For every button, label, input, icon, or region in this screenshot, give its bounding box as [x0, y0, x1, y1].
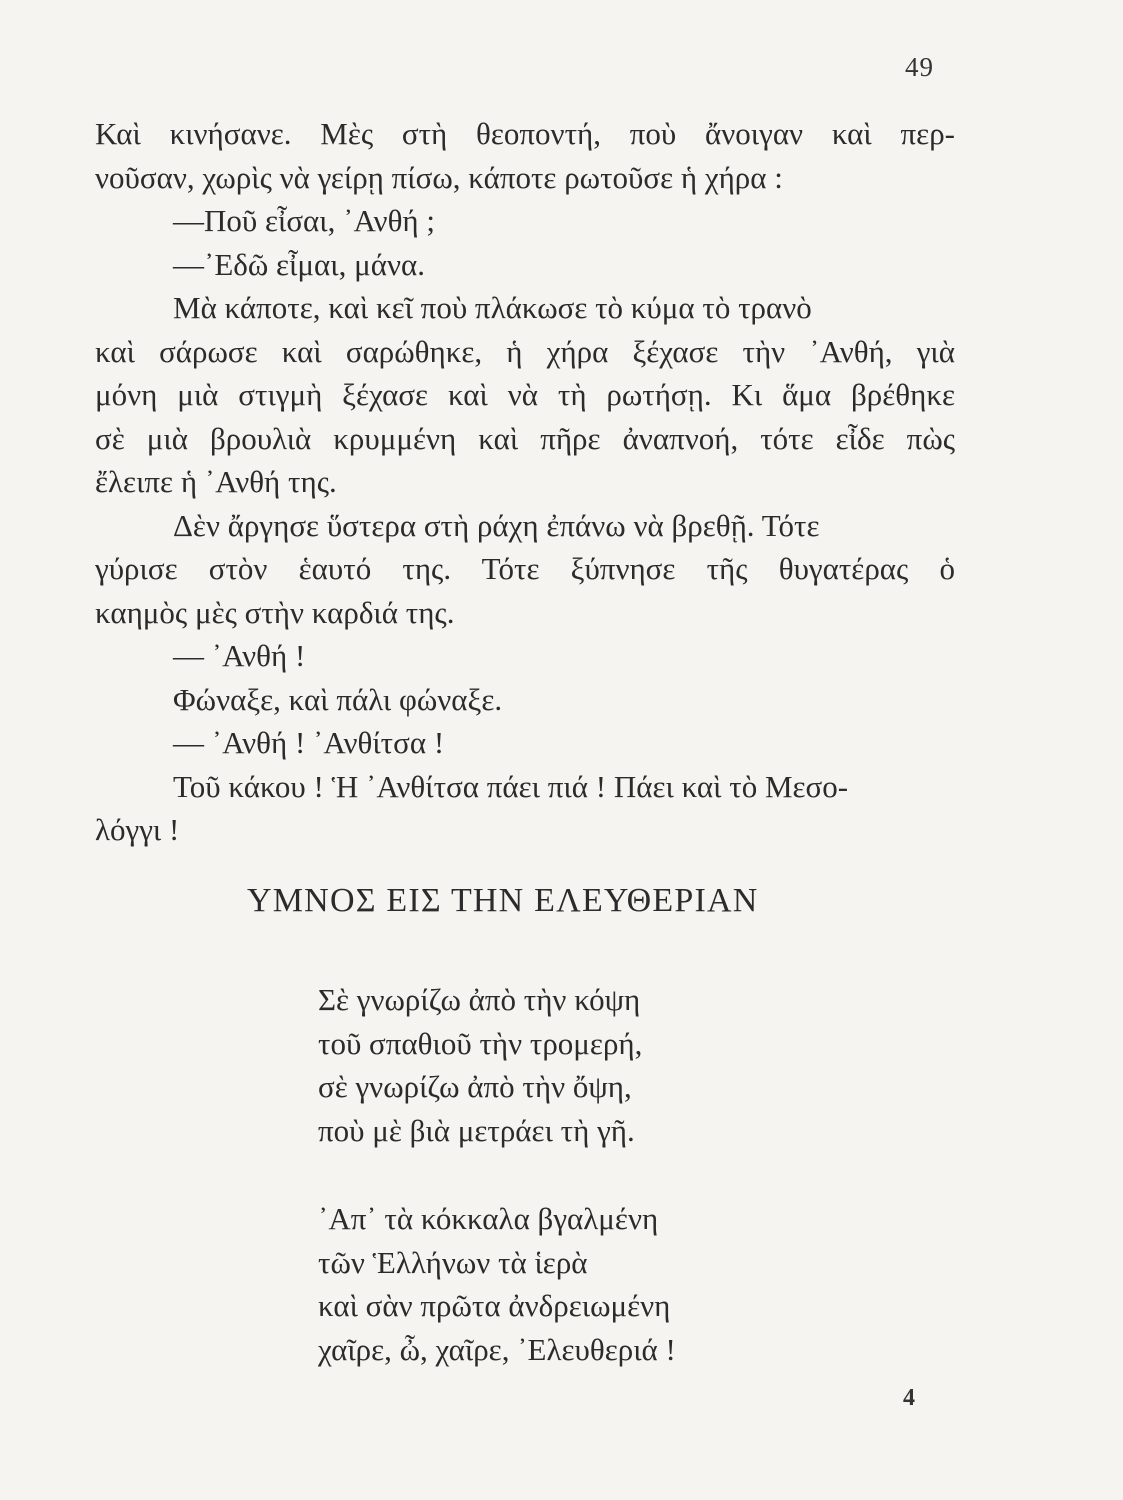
dialogue-line: —᾿Εδῶ εἶμαι, μάνα.	[173, 246, 425, 282]
prose-line: καημὸς μὲς στὴν καρδιά της.	[95, 594, 455, 630]
poem-line: Σὲ γνωρίζω ἀπὸ τὴν κόψη	[318, 982, 641, 1017]
poem-line: τοῦ σπαθιοῦ τὴν τρομερή,	[318, 1025, 643, 1061]
poem-line: χαῖρε, ὦ, χαῖρε, ᾿Ελευθεριά !	[318, 1331, 676, 1367]
dialogue-line: —Ποῦ εἶσαι, ᾿Ανθή ;	[173, 203, 435, 238]
prose-line: Τοῦ κάκου ! Ἡ ᾿Ανθίτσα πάει πιά ! Πάει καὶ τὸ Μεσο-	[173, 768, 849, 804]
dialogue-line: — ᾿Ανθή !	[173, 638, 306, 673]
stanza-divider	[318, 1152, 676, 1197]
prose-line: Καὶ κινήσανε. Μὲς στὴ θεοποντή, ποὺ ἄνοιγαν καὶ περ-	[95, 116, 955, 151]
dialogue-line: — ᾿Ανθή ! ᾿Ανθίτσα !	[173, 725, 445, 760]
prose-line: λόγγι !	[95, 812, 180, 847]
poem-line: ποὺ μὲ βιὰ μετράει τὴ γῆ.	[318, 1112, 635, 1148]
prose-line: Δὲν ἄργησε ὕστερα στὴ ράχη ἐπάνω νὰ βρεθῇ. Τότε	[173, 507, 820, 543]
prose-line: σὲ μιὰ βρουλιὰ κρυμμένη καὶ πῆρε ἀναπνοή, τότε εἶδε πὼς	[95, 420, 955, 456]
prose-line: γύρισε στὸν ἑαυτό της. Τότε ξύπνησε τῆς θυγατέρας ὁ	[95, 551, 955, 586]
prose-line: μόνη μιὰ στιγμὴ ξέχασε καὶ νὰ τὴ ρωτήσῃ. Κι ἅμα βρέθηκε	[95, 377, 955, 412]
prose-line: νοῦσαν, χωρὶς νὰ γείρῃ πίσω, κάποτε ρωτοῦσε ἡ χήρα :	[95, 159, 783, 195]
poem-line: σὲ γνωρίζω ἀπὸ τὴν ὄψη,	[318, 1069, 632, 1104]
poem-block	[318, 978, 676, 1371]
prose-line: Φώναξε, καὶ πάλι φώναξε.	[173, 681, 503, 717]
page-number: 49	[905, 52, 934, 82]
poem-line: τῶν Ἑλλήνων τὰ ἱερὰ	[318, 1244, 588, 1280]
poem-title: ΥΜΝΟΣ ΕΙΣ ΤΗΝ ΕΛΕΥΘΕΡΙΑΝ	[247, 882, 759, 919]
poem-line: ᾿Απ᾿ τὰ κόκκαλα βγαλμένη	[318, 1201, 659, 1236]
prose-block	[95, 112, 955, 852]
prose-line: Μὰ κάποτε, καὶ κεῖ ποὺ πλάκωσε τὸ κύμα τὸ τρανὸ	[173, 290, 812, 325]
signature-mark: 4	[903, 1385, 915, 1411]
prose-line: ἔλειπε ἡ ᾿Ανθή της.	[95, 464, 337, 499]
prose-line: καὶ σάρωσε καὶ σαρώθηκε, ἡ χήρα ξέχασε τὴν ᾿Ανθή, γιὰ	[95, 333, 955, 369]
poem-line: καὶ σὰν πρῶτα ἀνδρειωμένη	[318, 1288, 671, 1323]
